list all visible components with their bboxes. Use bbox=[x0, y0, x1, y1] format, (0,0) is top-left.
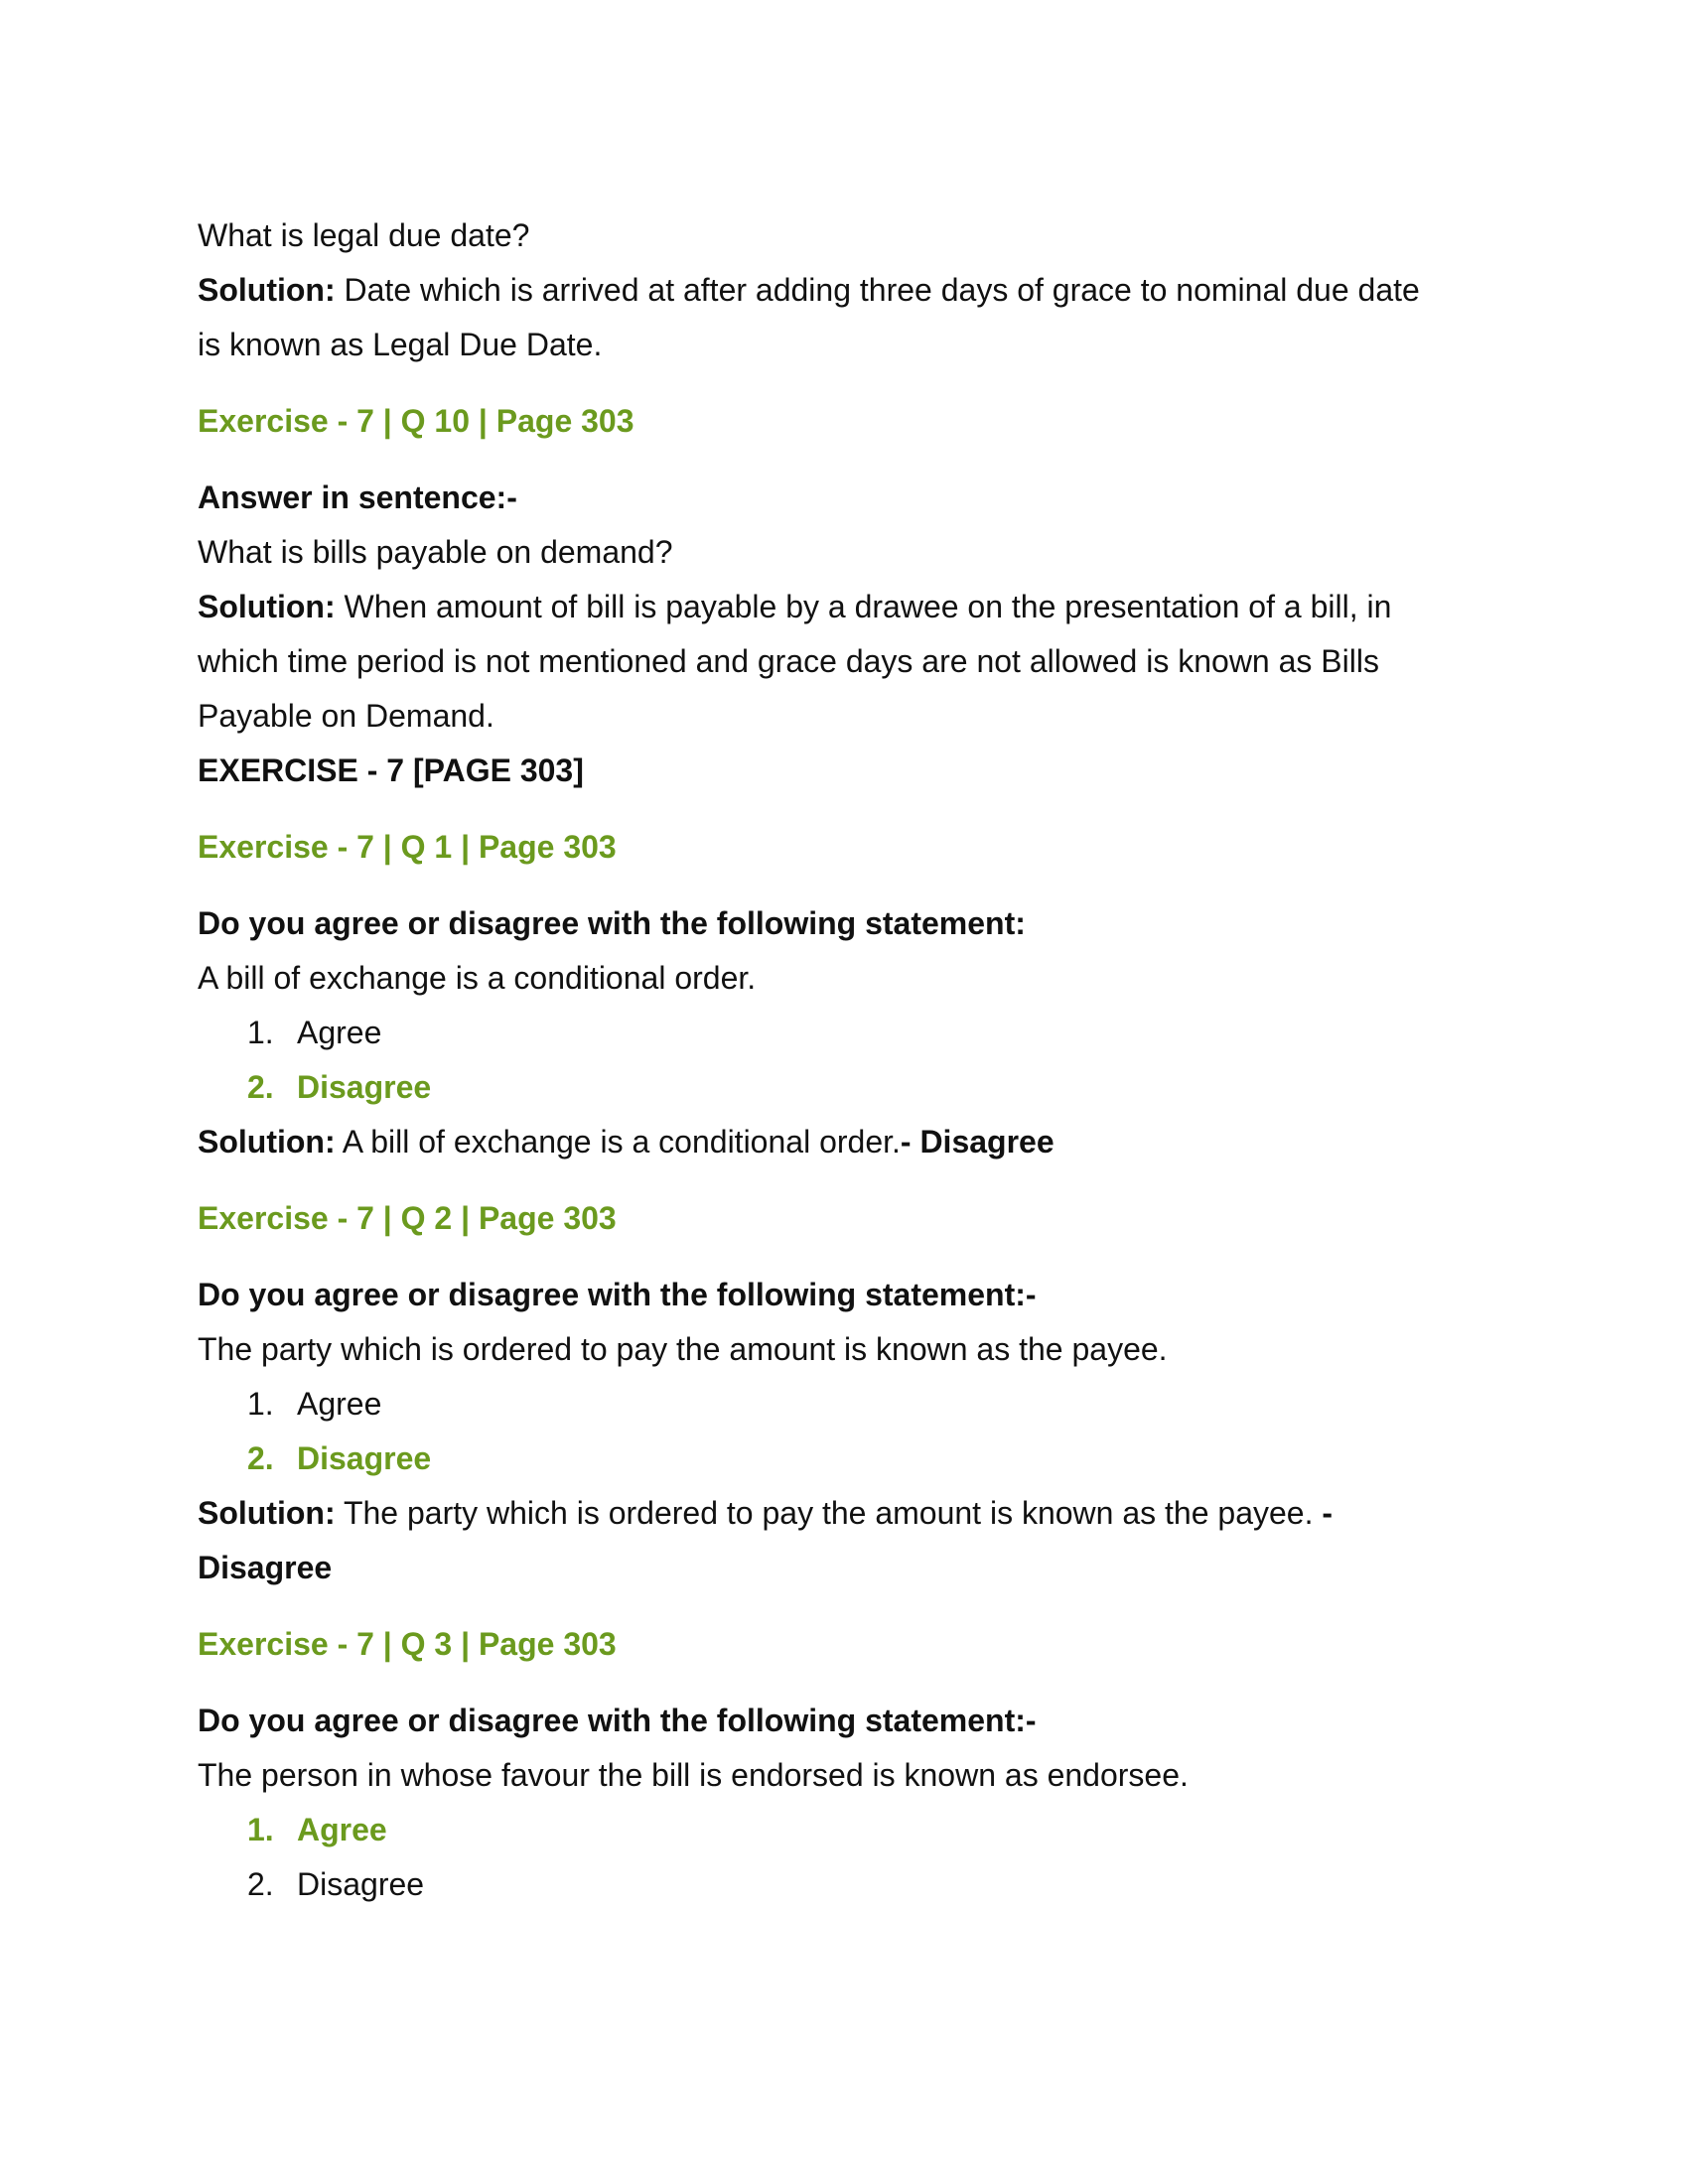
solution-dash: - bbox=[1322, 1495, 1334, 1531]
exercise-heading-q10: Exercise - 7 | Q 10 | Page 303 bbox=[198, 403, 634, 439]
statement-text: A bill of exchange is a conditional order. bbox=[198, 960, 757, 996]
option-number: 2. bbox=[247, 1866, 274, 1902]
instruction-text: Do you agree or disagree with the following statement:- bbox=[198, 1277, 1037, 1312]
solution-label: Solution: bbox=[198, 589, 336, 624]
statement-text: The party which is ordered to pay the amount is known as the payee. bbox=[198, 1331, 1168, 1367]
exercise-heading-q3: Exercise - 7 | Q 3 | Page 303 bbox=[198, 1626, 617, 1662]
option-disagree bbox=[198, 1857, 1488, 1912]
option-label: Agree bbox=[297, 1812, 387, 1847]
exercise-heading-q2: Exercise - 7 | Q 2 | Page 303 bbox=[198, 1200, 617, 1236]
solution-answer: - Disagree bbox=[900, 1124, 1055, 1160]
option-number: 2. bbox=[247, 1069, 274, 1105]
instruction-text: Do you agree or disagree with the following statement: bbox=[198, 905, 1026, 941]
option-label: Disagree bbox=[297, 1440, 432, 1476]
solution-line bbox=[198, 580, 1488, 634]
solution-line bbox=[198, 1486, 1488, 1541]
option-agree bbox=[198, 1377, 1488, 1432]
solution-label: Solution: bbox=[198, 272, 336, 308]
option-agree-correct bbox=[198, 1803, 1488, 1857]
option-label: Agree bbox=[297, 1015, 382, 1050]
question-text: What is bills payable on demand? bbox=[198, 534, 673, 570]
solution-text-cont: Payable on Demand. bbox=[198, 698, 494, 734]
solution-line bbox=[198, 263, 1488, 318]
solution-text: When amount of bill is payable by a drawee on the presentation of a bill, in bbox=[335, 589, 1392, 624]
statement-text: The person in whose favour the bill is endorsed is known as endorsee. bbox=[198, 1757, 1189, 1793]
option-number: 2. bbox=[247, 1440, 274, 1476]
option-agree bbox=[198, 1006, 1488, 1060]
solution-text-cont: which time period is not mentioned and grace days are not allowed is known as Bills bbox=[198, 643, 1379, 679]
exercise-heading-q1: Exercise - 7 | Q 1 | Page 303 bbox=[198, 829, 617, 865]
instruction-text: Answer in sentence:- bbox=[198, 479, 517, 515]
instruction-text: Do you agree or disagree with the following statement:- bbox=[198, 1703, 1037, 1738]
question-text: What is legal due date? bbox=[198, 217, 530, 253]
solution-label: Solution: bbox=[198, 1124, 336, 1160]
option-label: Disagree bbox=[297, 1069, 432, 1105]
option-number: 1. bbox=[247, 1386, 274, 1422]
option-disagree-correct bbox=[198, 1432, 1488, 1486]
solution-text: The party which is ordered to pay the amount is known as the payee. bbox=[335, 1495, 1323, 1531]
solution-line bbox=[198, 1115, 1488, 1169]
exercise-header: EXERCISE - 7 [PAGE 303] bbox=[198, 752, 584, 788]
solution-text-cont: is known as Legal Due Date. bbox=[198, 327, 603, 362]
option-disagree-correct bbox=[198, 1060, 1488, 1115]
option-number: 1. bbox=[247, 1015, 274, 1050]
solution-label: Solution: bbox=[198, 1495, 336, 1531]
option-label: Agree bbox=[297, 1386, 382, 1422]
option-label: Disagree bbox=[297, 1866, 425, 1902]
page-content bbox=[198, 208, 1488, 1912]
solution-text: Date which is arrived at after adding three days of grace to nominal due date bbox=[335, 272, 1420, 308]
solution-text: A bill of exchange is a conditional order. bbox=[335, 1124, 901, 1160]
solution-answer: Disagree bbox=[198, 1550, 333, 1585]
option-number: 1. bbox=[247, 1812, 274, 1847]
